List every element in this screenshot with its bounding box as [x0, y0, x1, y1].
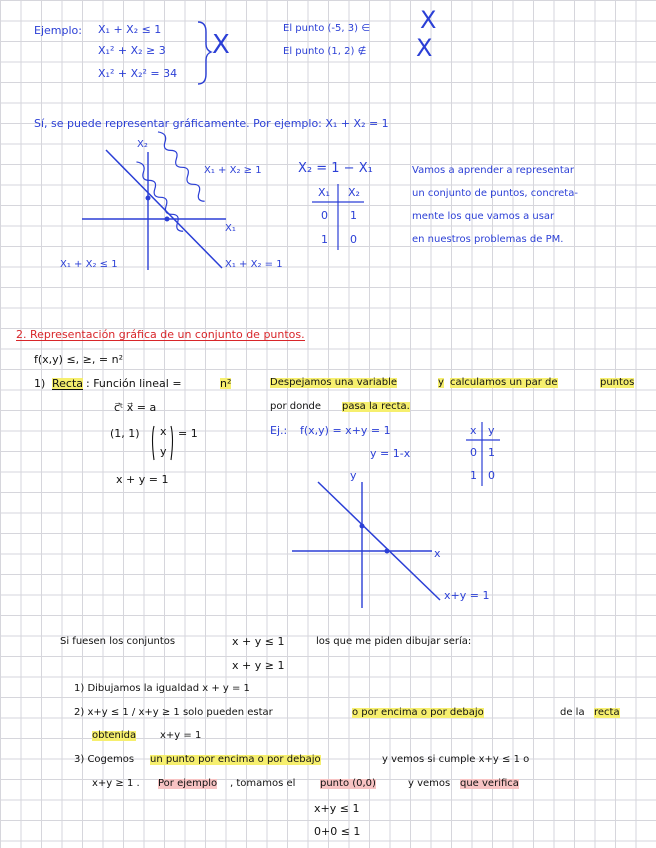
step-3i: que verifica — [460, 778, 519, 789]
n2-highlight: n² — [220, 377, 232, 390]
graph1-line — [106, 150, 222, 268]
vector-eq-3: x + y = 1 — [116, 473, 169, 486]
graph2-point-b — [385, 549, 390, 554]
step-2c: de la — [560, 707, 585, 718]
graph1-point-b — [165, 217, 170, 222]
table2-r1c2: 1 — [488, 446, 495, 459]
step-3f: , tomamos el — [230, 778, 296, 789]
inequality-2: X₁² + X₂ ≥ 3 — [98, 44, 166, 57]
eq-x2: X₂ = 1 − X₁ — [298, 161, 373, 176]
step-2e: obtenida — [92, 730, 137, 741]
inequality-3: X₁² + X₂² = 34 — [98, 67, 178, 80]
graph1-x1-label: X₁ — [225, 223, 236, 234]
graph2-line-label: x+y = 1 — [444, 589, 490, 602]
recta-num: 1) — [34, 377, 46, 390]
big-x-mark: X — [212, 30, 230, 60]
cross-2: X — [416, 34, 433, 62]
desc-w2: y — [438, 377, 444, 388]
vector-bracket-right — [171, 426, 173, 460]
step-2a: 2) x+y ≤ 1 / x+y ≥ 1 solo pueden estar — [74, 707, 273, 718]
step-3b: un punto por encima o por debajo — [150, 754, 321, 765]
graph1-shade-lower — [123, 160, 196, 233]
ej-f: f(x,y) = x+y = 1 — [300, 424, 391, 437]
graph1-shade-upper — [145, 130, 218, 203]
desc-w3: calculamos un par de — [450, 377, 558, 388]
system-brace — [198, 22, 211, 84]
graph1-lower-label: X₁ + X₂ ≤ 1 — [60, 259, 118, 270]
graph1-point-a — [146, 196, 151, 201]
verify-2: 0+0 ≤ 1 — [314, 825, 361, 838]
ej-label: Ej.: — [270, 424, 288, 437]
desc-w1: Despejamos una variable — [270, 377, 398, 388]
vector-eq-2a: (1, 1) — [110, 427, 140, 440]
desc-w6: pasa la recta. — [342, 401, 410, 412]
step-3e: Por ejemplo — [158, 778, 218, 789]
graph1-x2-label: X₂ — [137, 139, 148, 150]
table1-r2c2: 0 — [350, 233, 357, 246]
explain-line-4: en nuestros problemas de PM. — [412, 234, 564, 245]
desc-w5: por donde — [270, 401, 322, 412]
table1-h1: X₁ — [318, 186, 330, 199]
graph2-y-label: y — [350, 469, 357, 482]
step-2d: recta — [594, 707, 620, 718]
table2-r1c1: 0 — [470, 446, 477, 459]
los-que: los que me piden dibujar sería: — [316, 636, 472, 647]
recta-rest: : Función lineal = — [86, 377, 182, 390]
vector-eq-1: c⃗ᵗ x⃗ = a — [114, 401, 157, 414]
recta-word: Recta — [52, 377, 84, 390]
graph2-line — [318, 482, 440, 600]
graph2-point-a — [360, 524, 365, 529]
f-line: f(x,y) ≤, ≥, = n² — [34, 353, 123, 366]
vector-bracket-left — [153, 426, 155, 460]
table1-r1c1: 0 — [321, 209, 328, 222]
desc-w4: puntos — [600, 377, 635, 388]
step-3h: y vemos — [408, 778, 451, 789]
table2-r2c2: 0 — [488, 469, 495, 482]
table1-h2: X₂ — [348, 186, 360, 199]
cross-1: X — [420, 6, 437, 34]
vector-eq-2b: x — [160, 425, 167, 438]
table2-h2: y — [488, 424, 495, 437]
punto-1: El punto (-5, 3) ∈ — [283, 23, 370, 34]
punto-2: El punto (1, 2) ∉ — [283, 46, 367, 57]
table1-r2c1: 1 — [321, 233, 328, 246]
step-2b: o por encima o por debajo — [352, 707, 484, 718]
conjunto-1: x + y ≤ 1 — [232, 635, 285, 648]
explain-line-2: un conjunto de puntos, concreta- — [412, 188, 578, 199]
step-2f: x+y = 1 — [160, 730, 202, 741]
graph2-x-label: x — [434, 547, 441, 560]
step-3d: x+y ≥ 1 . — [92, 778, 140, 789]
vector-eq-2d: = 1 — [178, 427, 198, 440]
conjunto-2: x + y ≥ 1 — [232, 659, 285, 672]
step-1: 1) Dibujamos la igualdad x + y = 1 — [74, 683, 250, 694]
vector-eq-2c: y — [160, 445, 167, 458]
graph1-upper-label: X₁ + X₂ ≥ 1 — [204, 165, 262, 176]
ej-y: y = 1-x — [370, 447, 411, 460]
step-3g: punto (0,0) — [320, 778, 376, 789]
si-fuesen: Si fuesen los conjuntos — [60, 636, 176, 647]
explain-line-3: mente los que vamos a usar — [412, 211, 555, 222]
table2-r2c1: 1 — [470, 469, 477, 482]
step-3c: y vemos si cumple x+y ≤ 1 o — [382, 754, 530, 765]
verify-1: x+y ≤ 1 — [314, 802, 360, 815]
table1-r1c2: 1 — [350, 209, 357, 222]
graph1-line-label: X₁ + X₂ = 1 — [225, 259, 283, 270]
section2-heading: 2. Representación gráfica de un conjunto de puntos. — [16, 328, 305, 341]
si-line: Sí, se puede representar gráficamente. Por ejemplo: X₁ + X₂ = 1 — [34, 117, 389, 130]
table2-h1: x — [470, 424, 477, 437]
step-3a: 3) Cogemos — [74, 754, 135, 765]
inequality-1: X₁ + X₂ ≤ 1 — [98, 23, 162, 36]
explain-line-1: Vamos a aprender a representar — [412, 165, 574, 176]
ejemplo-label: Ejemplo: — [34, 24, 82, 37]
